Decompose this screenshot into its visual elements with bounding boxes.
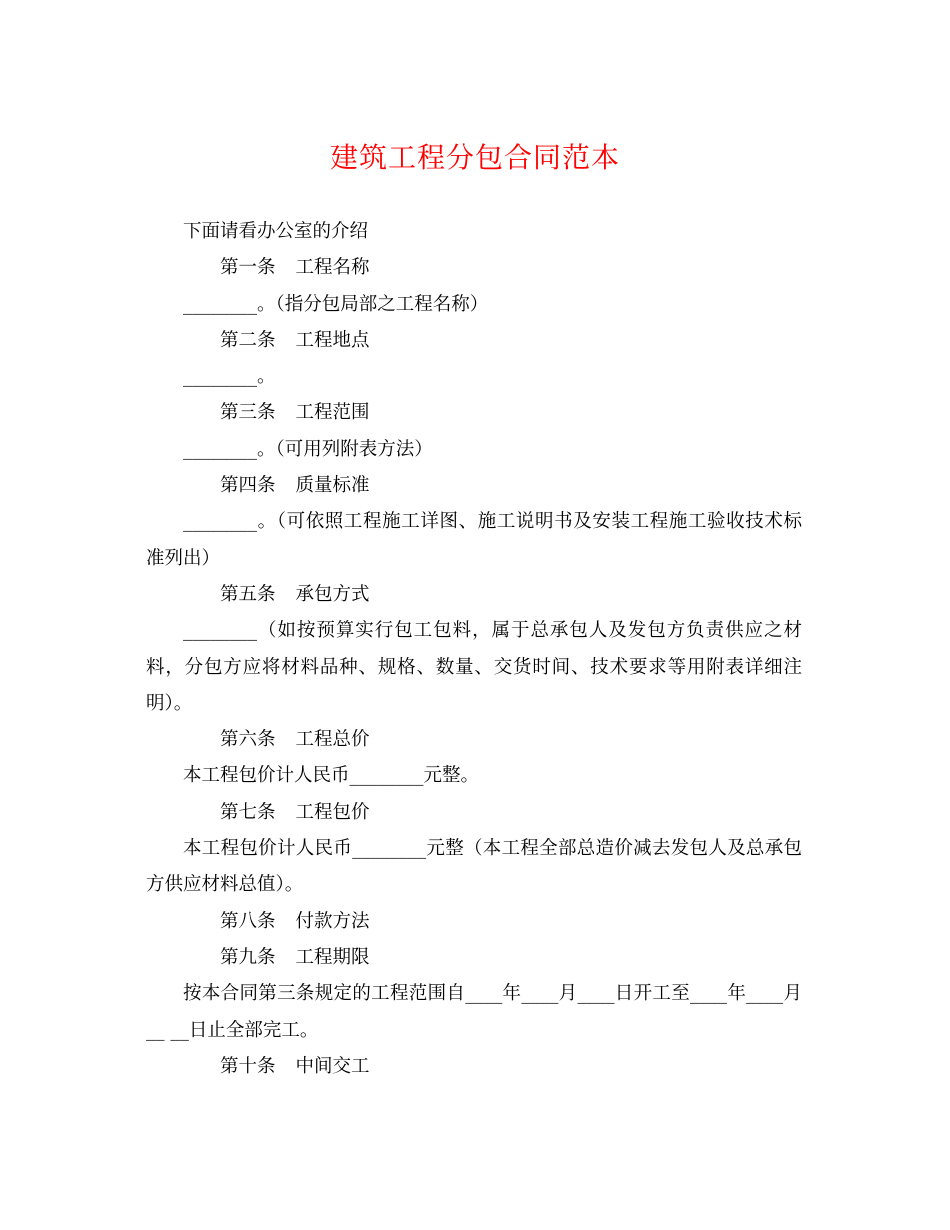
- article-title: 工程名称: [295, 257, 370, 279]
- article-heading: [146, 904, 802, 940]
- article-heading: [146, 468, 802, 504]
- article-body: 本工程包价计人民币________元整。: [183, 765, 480, 787]
- article-title: 工程范围: [295, 402, 370, 424]
- intro-paragraph: 下面请看办公室的介绍: [183, 221, 369, 242]
- article-body: ________。（可依照工程施工详图、施工说明书及安装工程施工验收技术标准列出）: [146, 511, 802, 569]
- document-body: [146, 214, 802, 1085]
- article-title: 付款方法: [295, 910, 370, 932]
- article-body: ________。: [183, 366, 276, 388]
- article-heading: [146, 722, 802, 758]
- article-number: 第二条: [220, 329, 276, 351]
- article-number: 第五条: [220, 583, 276, 605]
- article-heading: [146, 1049, 802, 1085]
- article-heading: [146, 577, 802, 613]
- article-heading: [146, 795, 802, 831]
- article-title: 工程包价: [295, 801, 370, 823]
- article-title: 工程地点: [295, 329, 370, 351]
- article-title: 质量标准: [295, 475, 370, 497]
- article-number: 第四条: [220, 475, 276, 497]
- article-number: 第一条: [220, 257, 276, 279]
- article-number: 第七条: [220, 801, 276, 823]
- article-heading: [146, 940, 802, 976]
- article-body: ________。（可用列附表方法）: [183, 438, 433, 460]
- article-heading: [146, 250, 802, 286]
- article-title: 工程期限: [295, 946, 370, 968]
- article-number: 第九条: [220, 946, 276, 968]
- article-heading: [146, 395, 802, 431]
- article-number: 第六条: [220, 729, 276, 751]
- article-title: 中间交工: [295, 1055, 370, 1077]
- article-number: 第三条: [220, 402, 276, 424]
- article-body: 按本合同第三条规定的工程范围自____年____月____日开工至____年____月__ __日止全部完工。: [146, 983, 802, 1041]
- article-number: 第八条: [220, 910, 276, 932]
- article-heading: [146, 323, 802, 359]
- article-body: ________。（指分包局部之工程名称）: [183, 293, 489, 315]
- article-title: 承包方式: [295, 583, 370, 605]
- document-title: 建筑工程分包合同范本: [329, 141, 620, 174]
- article-title: 工程总价: [295, 729, 370, 751]
- article-body: ________（如按预算实行包工包料，属于总承包人及发包方负责供应之材料，分包方应将材料品种、规格、数量、交货时间、技术要求等用附表详细注明）。: [146, 620, 802, 714]
- article-number: 第十条: [220, 1055, 276, 1077]
- article-body: 本工程包价计人民币________元整（本工程全部总造价减去发包人及总承包方供应材料总值）。: [146, 838, 802, 896]
